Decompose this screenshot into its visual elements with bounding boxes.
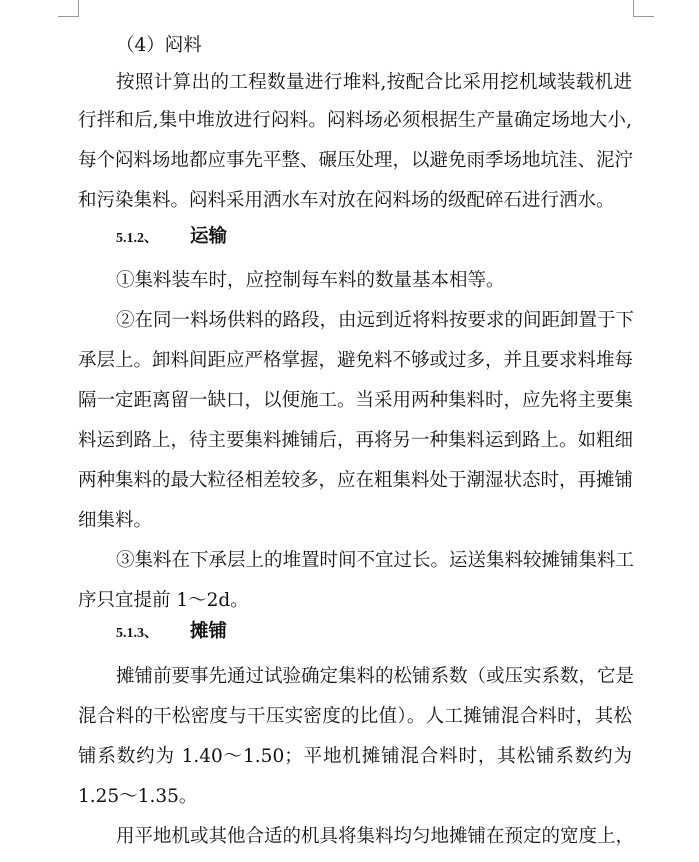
paragraph-line: ②在同一料场供料的路段，由远到近将料按要求的间距卸置于下 [116, 310, 635, 331]
paragraph-line: 按照计算出的工程数量进行堆料,按配合比采用挖机域装载机进 [116, 72, 632, 93]
paragraph-line: 序只宜提前 1～2d。 [78, 590, 249, 611]
page-corner-mark-top-right [633, 0, 654, 17]
paragraph-line: 行拌和后,集中堆放进行闷料。闷料场必须根据生产量确定场地大小, [78, 110, 632, 131]
paragraph-line: 铺系数约为 1.40～1.50；平地机摊铺混合料时，其松铺系数约为 [78, 746, 632, 767]
paragraph-line: 和污染集料。闷料采用洒水车对放在闷料场的级配碎石进行洒水。 [78, 190, 615, 211]
paragraph-line: 两种集料的最大粒径相差较多，应在粗集料处于潮湿状态时，再摊铺 [78, 470, 634, 491]
paragraph-line: 料运到路上，待主要集料摊铺后，再将另一种集料运到路上。如粗细 [78, 430, 634, 451]
paragraph-line: 隔一定距离留一缺口，以便施工。当采用两种集料时，应先将主要集 [78, 390, 634, 411]
page-corner-mark-top-left [58, 0, 79, 17]
section-title: 运输 [190, 226, 228, 247]
section-title: 摊铺 [190, 621, 228, 642]
section-number: 5.1.3、 [116, 626, 158, 641]
paragraph-line: 摊铺前要事先通过试验确定集料的松铺系数（或压实系数，它是 [116, 666, 635, 687]
paragraph-line: ③集料在下承层上的堆置时间不宜过长。运送集料较摊铺集料工 [116, 550, 635, 571]
paragraph-line: 细集料。 [78, 510, 153, 531]
section-heading-5-1-3 [116, 617, 227, 643]
paragraph-line: 用平地机或其他合适的机具将集料均匀地摊铺在预定的宽度上， [116, 826, 635, 847]
paragraph-line: 承层上。卸料间距应严格掌握，避免料不够或过多，并且要求料堆每 [78, 350, 634, 371]
section-number: 5.1.2、 [116, 231, 158, 246]
section-heading-5-1-2 [116, 222, 227, 248]
subheading-4: （4）闷料 [116, 35, 202, 56]
list-item-1: ①集料装车时，应控制每车料的数量基本相等。 [116, 270, 505, 291]
paragraph-line: 每个闷料场地都应事先平整、碾压处理，以避免雨季场地坑洼、泥泞 [78, 150, 634, 171]
paragraph-line: 混合料的干松密度与干压实密度的比值）。人工摊铺混合料时，其松 [78, 706, 632, 727]
paragraph-line: 1.25～1.35。 [78, 786, 198, 807]
